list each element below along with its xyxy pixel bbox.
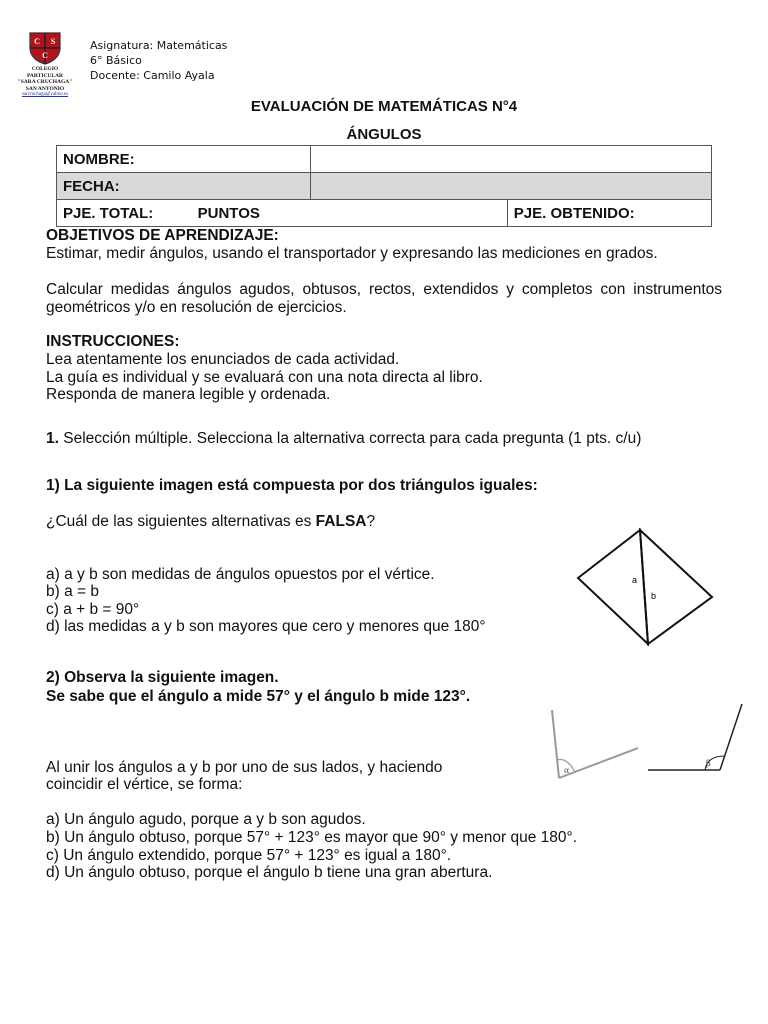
- section-1-number: 1.: [46, 430, 59, 447]
- q2-stem-1: Al unir los ángulos a y b por uno de sus lados, y haciendo: [46, 759, 443, 776]
- q1-option-d[interactable]: d) las medidas a y b son mayores que cero y menores que 180°: [46, 618, 486, 635]
- instruction-line-2: La guía es individual y se evaluará con una nota directa al libro.: [46, 369, 483, 386]
- page-title: EVALUACIÓN DE MATEMÁTICAS N°4: [250, 98, 518, 115]
- crest-letter-1: C: [34, 37, 40, 46]
- instructions-heading: INSTRUCCIONES:: [46, 333, 180, 350]
- crest-letter-3: C: [42, 51, 48, 60]
- q1-title: 1) La siguiente imagen está compuesta por dos triángulos iguales:: [46, 477, 538, 494]
- section-1-text: Selección múltiple. Selecciona la alternativa correcta para cada pregunta (1 pts. c/u): [58, 430, 642, 447]
- q2-angle-alpha-figure: [545, 705, 650, 785]
- objectives-text-1: Estimar, medir ángulos, usando el transportador y expresando las mediciones en grados.: [46, 245, 658, 262]
- q2-option-d[interactable]: d) Un ángulo obtuso, porque el ángulo b tiene una gran abertura.: [46, 864, 493, 881]
- name-field[interactable]: [311, 146, 712, 173]
- instruction-line-3: Responda de manera legible y ordenada.: [46, 386, 331, 403]
- q1-option-b[interactable]: b) a = b: [46, 583, 99, 600]
- q2-label-beta: β: [706, 759, 711, 768]
- school-name-line-2: "SARA CRUCHAGA": [17, 79, 73, 85]
- date-field[interactable]: [311, 173, 712, 200]
- crest-letter-2: S: [50, 37, 56, 46]
- q1-question-suffix: ?: [366, 513, 376, 530]
- q1-option-a[interactable]: a) a y b son medidas de ángulos opuestos por el vértice.: [46, 566, 435, 583]
- page-subtitle: ÁNGULOS: [346, 126, 422, 143]
- obtained-score-cell[interactable]: [507, 200, 711, 227]
- teacher-line: Docente: Camilo Ayala: [90, 69, 215, 82]
- q2-angle-beta-figure: [645, 700, 745, 775]
- points-label: PUNTOS: [197, 204, 260, 222]
- shield-logo-icon: [27, 30, 63, 66]
- student-info-table: [56, 145, 712, 227]
- name-label: NOMBRE:: [57, 146, 311, 173]
- school-crest: [14, 30, 76, 97]
- q2-title-1: 2) Observa la siguiente imagen.: [46, 669, 279, 686]
- q1-question-bold: FALSA: [315, 513, 367, 530]
- school-name-line-1: COLEGIO PARTICULAR: [26, 66, 64, 79]
- q1-label-a: a: [632, 575, 638, 585]
- objectives-heading: OBJETIVOS DE APRENDIZAJE:: [46, 227, 279, 244]
- section-1-instruction: [46, 430, 641, 448]
- q1-triangles-figure: [570, 522, 720, 652]
- q1-triangle-left: [578, 530, 648, 644]
- q2-label-alpha: α: [564, 766, 570, 775]
- q1-label-b: b: [651, 591, 657, 601]
- q1-triangle-right: [640, 530, 712, 644]
- obtained-score-label: PJE. OBTENIDO:: [513, 204, 635, 222]
- date-label: FECHA:: [57, 173, 311, 200]
- instruction-line-1: Lea atentamente los enunciados de cada actividad.: [46, 351, 400, 368]
- q1-question: [46, 513, 375, 531]
- subject-line: Asignatura: Matemáticas: [90, 39, 228, 52]
- q2-option-c[interactable]: c) Un ángulo extendido, porque 57° + 123° es igual a 180°.: [46, 847, 452, 864]
- q2-stem-2: coincidir el vértice, se forma:: [46, 776, 243, 793]
- q1-option-c[interactable]: c) a + b = 90°: [46, 601, 140, 618]
- objectives-text-2: Calcular medidas ángulos agudos, obtusos, rectos, extendidos y completos con instrumentos geométricos y/o en resolución de ejercicios.: [46, 281, 722, 316]
- q2-option-b[interactable]: b) Un ángulo obtuso, porque 57° + 123° es mayor que 90° y menor que 180°.: [46, 829, 578, 846]
- q1-question-prefix: ¿Cuál de las siguientes alternativas es: [46, 513, 316, 530]
- q2-title-2: Se sabe que el ángulo a mide 57° y el ángulo b mide 123°.: [46, 688, 471, 705]
- school-email-link[interactable]: sarcruchaga@yahoo.es: [21, 92, 69, 97]
- total-score-cell: [57, 200, 508, 227]
- total-score-label: PJE. TOTAL:: [63, 204, 154, 222]
- school-name-line-3: SAN ANTONIO: [25, 85, 65, 92]
- q2-option-a[interactable]: a) Un ángulo agudo, porque a y b son agudos.: [46, 811, 366, 828]
- grade-line: 6° Básico: [90, 54, 142, 67]
